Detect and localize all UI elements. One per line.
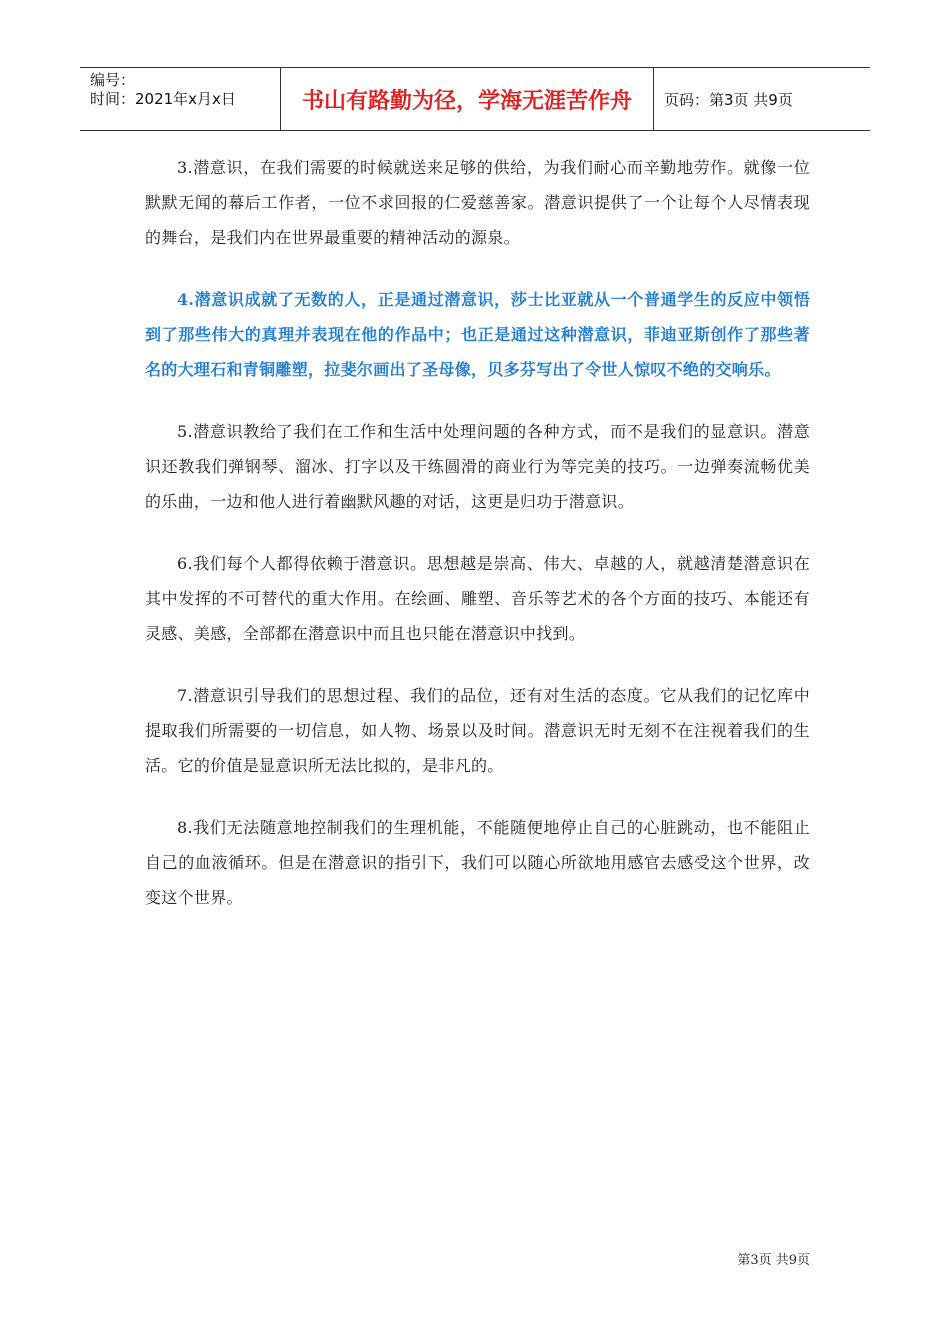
document-body bbox=[145, 150, 810, 942]
document-number-label: 编号： bbox=[90, 71, 136, 89]
page-header bbox=[80, 67, 870, 131]
header-page-info: 页码：第3页 共9页 bbox=[664, 90, 793, 109]
paragraph-8: 8.我们无法随意地控制我们的生理机能，不能随便地停止自己的心脏跳动，也不能阻止自己的血液循环。但是在潜意识的指引下，我们可以随心所欲地用感官去感受这个世界，改变这个世界。 bbox=[145, 818, 810, 907]
document-date: 时间：2021年x月x日 bbox=[90, 90, 236, 108]
header-motto: 书山有路勤为径，学海无涯苦作舟 bbox=[281, 68, 654, 130]
paragraph-5: 5.潜意识教给了我们在工作和生活中处理问题的各种方式，而不是我们的显意识。潜意识还教我们弹钢琴、溜冰、打字以及干练圆滑的商业行为等完美的技巧。一边弹奏流畅优美的乐曲，一边和他人进行着幽默风趣的对话，这更是归功于潜意识。 bbox=[145, 422, 810, 511]
page-footer: 第3页 共9页 bbox=[737, 1253, 810, 1268]
paragraph-4-highlighted: 4.潜意识成就了无数的人，正是通过潜意识，莎士比亚就从一个普通学生的反应中领悟到了那些伟大的真理并表现在他的作品中；也正是通过这种潜意识，菲迪亚斯创作了那些著名的大理石和青铜雕塑，拉斐尔画出了圣母像，贝多芬写出了令世人惊叹不绝的交响乐。 bbox=[145, 290, 810, 379]
paragraph-6: 6.我们每个人都得依赖于潜意识。思想越是崇高、伟大、卓越的人，就越清楚潜意识在其中发挥的不可替代的重大作用。在绘画、雕塑、音乐等艺术的各个方面的技巧、本能还有灵感、美感，全部都在潜意识中而且也只能在潜意识中找到。 bbox=[145, 554, 810, 643]
header-meta bbox=[80, 68, 281, 130]
paragraph-3: 3.潜意识，在我们需要的时候就送来足够的供给，为我们耐心而辛勤地劳作。就像一位默默无闻的幕后工作者，一位不求回报的仁爱慈善家。潜意识提供了一个让每个人尽情表现的舞台，是我们内在世界最重要的精神活动的源泉。 bbox=[145, 158, 810, 247]
paragraph-7: 7.潜意识引导我们的思想过程、我们的品位，还有对生活的态度。它从我们的记忆库中提取我们所需要的一切信息，如人物、场景以及时间。潜意识无时无刻不在注视着我们的生活。它的价值是显意识所无法比拟的，是非凡的。 bbox=[145, 686, 810, 775]
